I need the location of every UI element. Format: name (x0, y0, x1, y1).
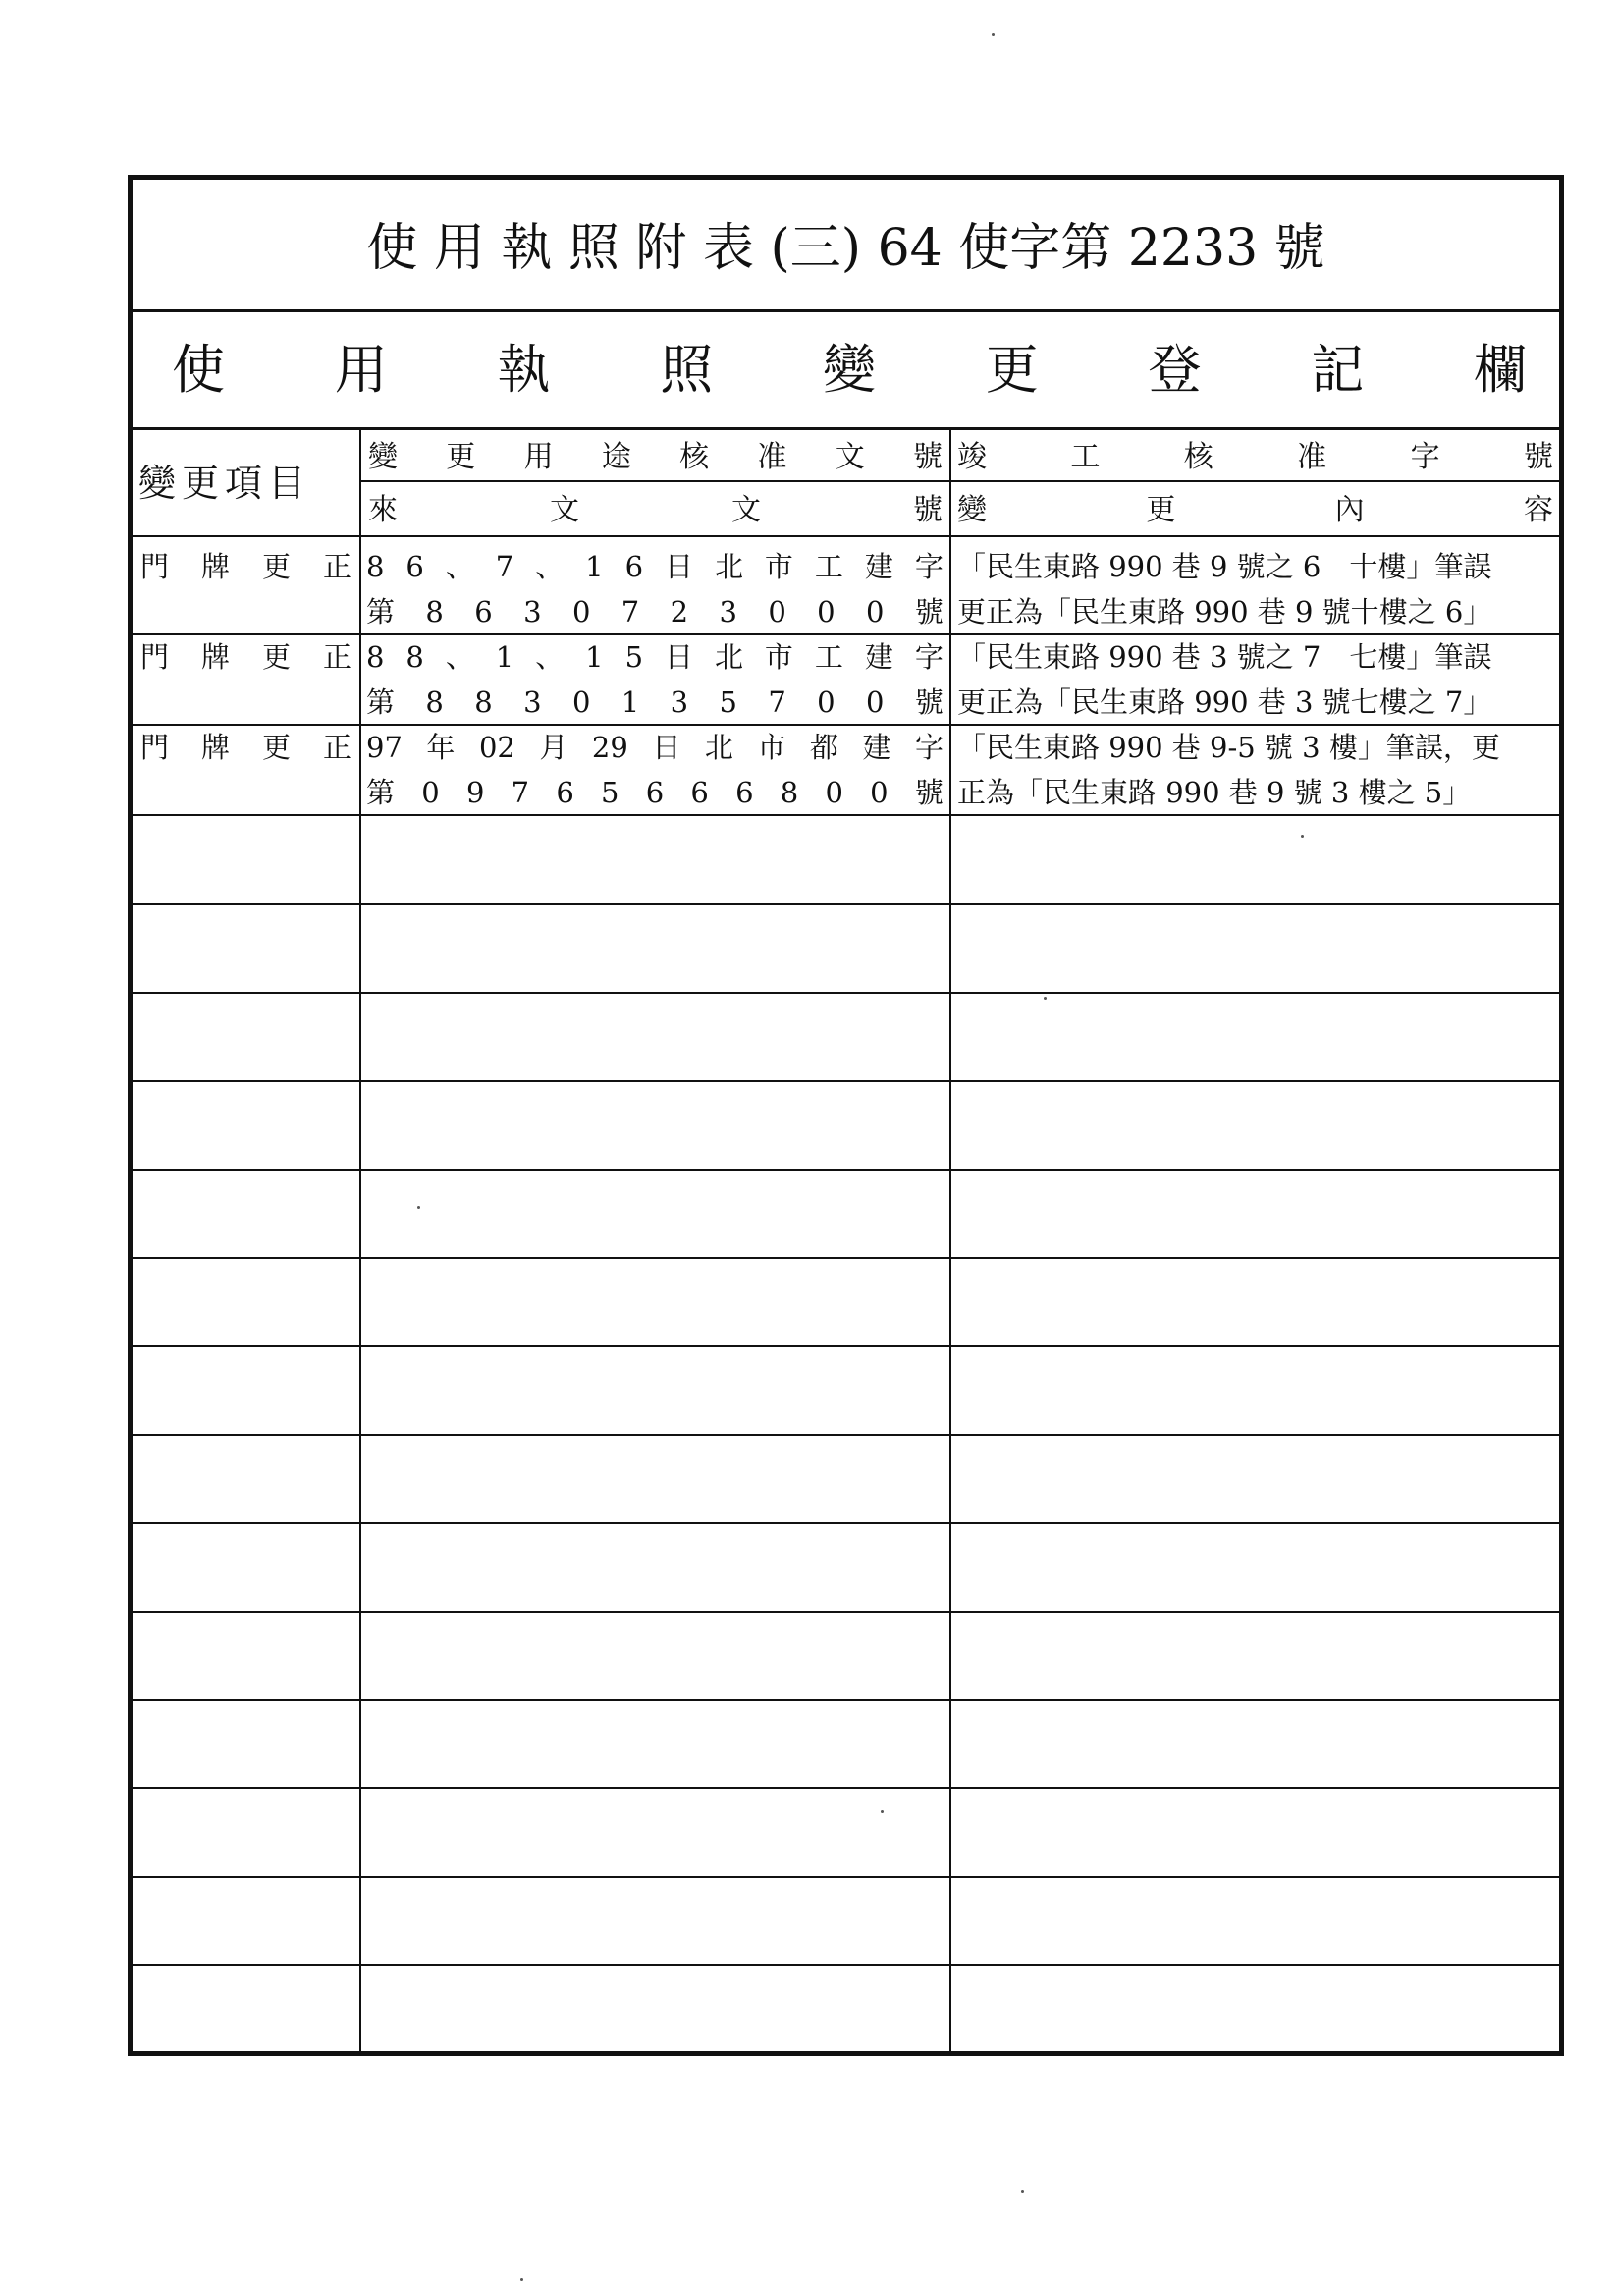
header-completion-row2 (957, 493, 1553, 527)
rule-under-register-heading (133, 427, 1559, 430)
doc-char: 0 (421, 776, 440, 809)
doc-char: 市 (757, 731, 786, 764)
doc-char: 0 (571, 595, 591, 629)
doc-char: 6 (645, 776, 665, 809)
doc-char: 3 (670, 685, 689, 719)
doc-char: 7 (495, 550, 514, 583)
doc-char: 6 (690, 776, 709, 809)
rule-empty-row (133, 1522, 1559, 1524)
header-char: 核 (679, 440, 710, 474)
doc-char: 29 (591, 731, 628, 764)
heading-char: 照 (660, 339, 714, 401)
doc-char: 日 (664, 550, 693, 583)
row1-content-line1: 「民生東路 990 巷 9 號之 6 十樓」筆誤 (957, 550, 1492, 583)
doc-char: 第 (366, 685, 396, 719)
doc-char: 、 (445, 550, 474, 583)
doc-char: 日 (652, 731, 681, 764)
doc-char: 3 (523, 595, 542, 629)
col-divider-1 (359, 427, 361, 2051)
header-char: 容 (1523, 493, 1553, 527)
doc-char: 、 (535, 640, 565, 674)
header-char: 號 (913, 493, 943, 527)
header-char: 准 (1297, 440, 1327, 474)
item-char: 門 (140, 550, 170, 583)
doc-char: 工 (814, 550, 843, 583)
doc-char: 字 (914, 550, 944, 583)
row1-doc-line1 (366, 550, 944, 583)
header-char: 變 (368, 440, 398, 474)
header-char: 內 (1334, 493, 1365, 527)
rule-row (133, 814, 1559, 816)
doc-char: 0 (870, 776, 889, 809)
doc-char: 、 (535, 550, 565, 583)
doc-char: 6 (405, 550, 424, 583)
heading-char: 更 (985, 339, 1039, 401)
row2-item (140, 640, 351, 674)
item-char: 更 (261, 640, 291, 674)
doc-char: 北 (714, 550, 743, 583)
rule-empty-row (133, 1611, 1559, 1613)
rule-under-title (133, 309, 1559, 312)
rule-row (133, 724, 1559, 726)
rule-empty-row (133, 903, 1559, 905)
header-char: 文 (835, 440, 865, 474)
heading-char: 使 (172, 339, 225, 401)
doc-char: 年 (426, 731, 456, 764)
header-completion-row1 (957, 440, 1553, 474)
heading-char: 登 (1148, 339, 1202, 401)
doc-char: 1 (585, 550, 604, 583)
scan-speck (992, 33, 995, 36)
rule-under-header (133, 535, 1559, 537)
header-char: 用 (523, 440, 554, 474)
doc-char: 號 (914, 685, 944, 719)
rule-row (133, 633, 1559, 635)
rule-empty-row (133, 1699, 1559, 1701)
rule-empty-row (133, 1169, 1559, 1171)
doc-char: 建 (864, 550, 893, 583)
doc-char: 7 (511, 776, 530, 809)
scan-speck (417, 1206, 420, 1209)
rule-empty-row (133, 1787, 1559, 1789)
header-char: 准 (757, 440, 787, 474)
header-char: 文 (731, 493, 761, 527)
doc-char: 建 (862, 731, 891, 764)
doc-char: 號 (914, 595, 944, 629)
rule-empty-row (133, 992, 1559, 994)
rule-empty-row (133, 1964, 1559, 1966)
doc-char: 8 (425, 595, 444, 629)
scan-speck (1301, 835, 1304, 838)
doc-char: 02 (478, 731, 515, 764)
row2-doc-line1 (366, 640, 944, 674)
doc-char: 第 (366, 595, 396, 629)
header-char: 核 (1183, 440, 1214, 474)
doc-char: 8 (366, 640, 385, 674)
doc-char: 字 (914, 731, 944, 764)
row2-content-line2: 更正為「民生東路 990 巷 3 號七樓之 7」 (957, 685, 1492, 719)
doc-char: 6 (624, 550, 644, 583)
row3-content-line2: 正為「民生東路 990 巷 9 號 3 樓之 5」 (957, 776, 1472, 809)
doc-char: 號 (914, 776, 944, 809)
col-divider-2 (949, 427, 951, 2051)
doc-char: 8 (425, 685, 444, 719)
doc-char: 7 (768, 685, 786, 719)
item-char: 正 (322, 731, 351, 764)
rule-empty-row (133, 1080, 1559, 1082)
row3-doc-line2 (366, 776, 944, 809)
register-heading (172, 339, 1527, 401)
doc-char: 3 (719, 595, 737, 629)
item-char: 更 (261, 731, 291, 764)
header-char: 號 (1523, 440, 1553, 474)
doc-char: 5 (624, 640, 644, 674)
row1-content-line2: 更正為「民生東路 990 巷 9 號十樓之 6」 (957, 595, 1492, 629)
item-char: 牌 (200, 640, 230, 674)
heading-char: 執 (497, 339, 551, 401)
item-char: 門 (140, 640, 170, 674)
row3-doc-line1 (366, 731, 944, 764)
header-char: 更 (1146, 493, 1176, 527)
doc-char: 97 (366, 731, 403, 764)
doc-char: 6 (474, 595, 493, 629)
doc-char: 工 (814, 640, 843, 674)
rule-empty-row (133, 1345, 1559, 1347)
header-char: 更 (446, 440, 476, 474)
rule-header-mid (361, 480, 1559, 482)
doc-char: 6 (556, 776, 574, 809)
doc-char: 都 (809, 731, 838, 764)
doc-char: 0 (571, 685, 591, 719)
row2-content-line1: 「民生東路 990 巷 3 號之 7 七樓」筆誤 (957, 640, 1492, 674)
heading-char: 欄 (1474, 339, 1527, 401)
doc-char: 北 (714, 640, 743, 674)
header-char: 來 (368, 493, 398, 527)
row2-doc-line2 (366, 685, 944, 719)
item-char: 正 (322, 640, 351, 674)
doc-char: 0 (825, 776, 843, 809)
header-char: 竣 (957, 440, 987, 474)
doc-char: 第 (366, 776, 396, 809)
row1-doc-line2 (366, 595, 944, 629)
doc-char: 0 (866, 595, 885, 629)
license-annex-table (128, 175, 1564, 2056)
item-char: 牌 (200, 550, 230, 583)
rule-empty-row (133, 1434, 1559, 1436)
header-char: 工 (1070, 440, 1101, 474)
heading-char: 變 (823, 339, 876, 401)
doc-char: 8 (405, 640, 424, 674)
item-char: 正 (322, 550, 351, 583)
doc-char: 0 (768, 595, 786, 629)
doc-char: 2 (670, 595, 689, 629)
heading-char: 用 (334, 339, 388, 401)
doc-char: 1 (495, 640, 514, 674)
doc-char: 市 (764, 640, 793, 674)
doc-char: 8 (474, 685, 493, 719)
header-char: 字 (1410, 440, 1440, 474)
doc-char: 3 (523, 685, 542, 719)
header-char: 變 (957, 493, 987, 527)
doc-char: 月 (539, 731, 568, 764)
doc-char: 8 (780, 776, 799, 809)
doc-char: 、 (445, 640, 474, 674)
rule-empty-row (133, 1257, 1559, 1259)
doc-char: 0 (817, 685, 836, 719)
row1-item (140, 550, 351, 583)
header-change-item: 變更項目 (138, 462, 312, 505)
row3-content-line1: 「民生東路 990 巷 9-5 號 3 樓」筆誤，更 (957, 731, 1500, 764)
item-char: 牌 (200, 731, 230, 764)
doc-char: 5 (601, 776, 620, 809)
heading-char: 記 (1311, 339, 1365, 401)
doc-char: 5 (719, 685, 737, 719)
doc-char: 1 (585, 640, 604, 674)
doc-char: 建 (864, 640, 893, 674)
doc-char: 8 (366, 550, 385, 583)
doc-char: 北 (704, 731, 733, 764)
scan-speck (1021, 2190, 1024, 2193)
header-char: 號 (912, 440, 943, 474)
item-char: 門 (140, 731, 170, 764)
doc-char: 6 (735, 776, 754, 809)
header-char: 文 (550, 493, 579, 527)
document-title: 使 用 執 照 附 表 (三) 64 使字第 2233 號 (366, 219, 1325, 278)
scan-speck (520, 2278, 523, 2281)
doc-char: 9 (465, 776, 485, 809)
doc-char: 7 (620, 595, 640, 629)
doc-char: 0 (866, 685, 885, 719)
scan-speck (1044, 997, 1047, 1000)
doc-char: 市 (764, 550, 793, 583)
doc-char: 字 (914, 640, 944, 674)
row3-item (140, 731, 351, 764)
item-char: 更 (261, 550, 291, 583)
doc-char: 1 (620, 685, 640, 719)
rule-empty-row (133, 1876, 1559, 1878)
header-approval-row1 (368, 440, 943, 474)
doc-char: 日 (664, 640, 693, 674)
doc-char: 0 (817, 595, 836, 629)
header-approval-row2 (368, 493, 943, 527)
scan-speck (881, 1810, 884, 1813)
header-char: 途 (601, 440, 631, 474)
